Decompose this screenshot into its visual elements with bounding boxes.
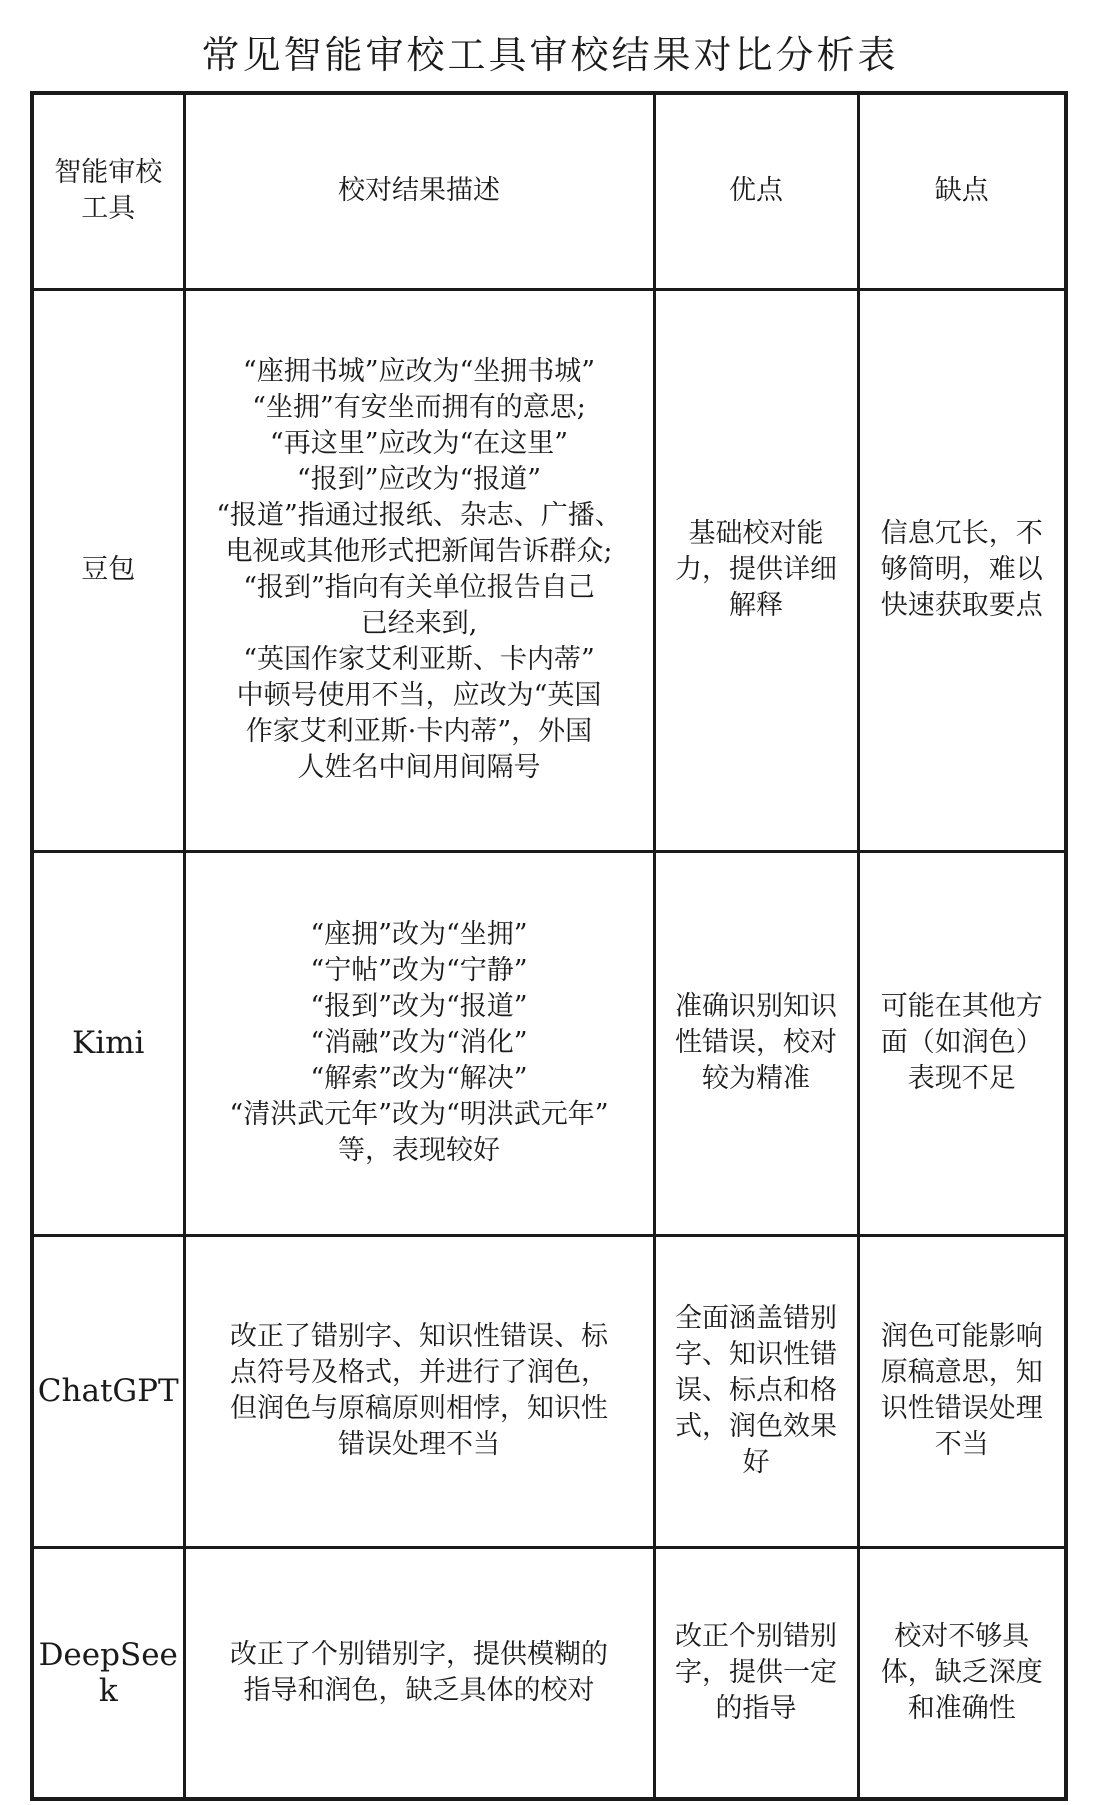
tool-name: Kimi <box>32 851 184 1235</box>
table-row <box>32 1547 1066 1799</box>
description-line: 电视或其他形式把新闻告诉群众; <box>225 536 613 567</box>
header-tool-line: 工具 <box>81 193 136 225</box>
description-line: “英国作家艾利亚斯、卡内蒂” <box>243 644 595 675</box>
description-line: 作家艾利亚斯·卡内蒂”，外国 <box>245 716 593 747</box>
description-line: “坐拥”有安坐而拥有的意思; <box>252 392 586 423</box>
description-cell <box>184 289 654 851</box>
cons-cell: 校对不够具体，缺乏深度和准确性 <box>858 1547 1066 1799</box>
tool-name: 豆包 <box>32 289 184 851</box>
tool-name: ChatGPT <box>32 1235 184 1547</box>
description-line: 指导和润色，缺乏具体的校对 <box>243 1674 595 1706</box>
description-line: “解索”改为“解决” <box>310 1063 528 1094</box>
pros-cell: 全面涵盖错别字、知识性错误、标点和格式，润色效果好 <box>654 1235 858 1547</box>
description-line: 中顿号使用不当，应改为“英国 <box>236 680 602 711</box>
description-line: “清洪武元年”改为“明洪武元年” <box>229 1099 609 1130</box>
description-line: 点符号及格式，并进行了润色， <box>230 1357 608 1388</box>
description-line: 错误处理不当 <box>338 1429 500 1460</box>
description-line: 人姓名中间用间隔号 <box>297 752 541 783</box>
cons-cell: 信息冗长，不够简明，难以快速获取要点 <box>858 289 1066 851</box>
header-pros: 优点 <box>654 93 858 289</box>
description-line: 改正了错别字、知识性错误、标 <box>230 1321 608 1352</box>
table-row <box>32 1235 1066 1547</box>
tool-name: DeepSeek <box>32 1547 184 1799</box>
description-line: 等，表现较好 <box>338 1135 500 1166</box>
description-line: “宁帖”改为“宁静” <box>310 955 528 986</box>
description-line: “报到”改为“报道” <box>310 991 528 1022</box>
description-cell <box>184 1235 654 1547</box>
description-cell <box>184 1547 654 1799</box>
description-line: “再这里”应改为“在这里” <box>269 428 569 459</box>
header-tool-line: 智能审校 <box>54 157 163 189</box>
header-description: 校对结果描述 <box>184 93 654 289</box>
description-line: “报道”指通过报纸、杂志、广播、 <box>216 500 622 531</box>
comparison-table <box>30 91 1068 1801</box>
description-line: “报到”指向有关单位报告自己 <box>243 572 595 603</box>
cons-cell: 可能在其他方面（如润色）表现不足 <box>858 851 1066 1235</box>
page-title: 常见智能审校工具审校结果对比分析表 <box>201 33 899 77</box>
header-tool <box>32 93 184 289</box>
header-cons: 缺点 <box>858 93 1066 289</box>
description-cell <box>184 851 654 1235</box>
table-row <box>32 289 1066 851</box>
cons-cell: 润色可能影响原稿意思，知识性错误处理不当 <box>858 1235 1066 1547</box>
pros-cell: 准确识别知识性错误，校对较为精准 <box>654 851 858 1235</box>
description-line: “座拥”改为“坐拥” <box>310 919 528 950</box>
description-line: “座拥书城”应改为“坐拥书城” <box>242 356 596 387</box>
pros-cell: 改正个别错别字，提供一定的指导 <box>654 1547 858 1799</box>
description-line: “消融”改为“消化” <box>310 1027 528 1058</box>
description-line: 改正了个别错别字，提供模糊的 <box>230 1638 608 1670</box>
table-row <box>32 851 1066 1235</box>
description-line: 已经来到, <box>360 608 478 639</box>
pros-cell: 基础校对能力，提供详细解释 <box>654 289 858 851</box>
description-line: 但润色与原稿原则相悖，知识性 <box>230 1393 608 1424</box>
description-line: “报到”应改为“报道” <box>296 464 542 495</box>
table-header-row <box>32 93 1066 289</box>
